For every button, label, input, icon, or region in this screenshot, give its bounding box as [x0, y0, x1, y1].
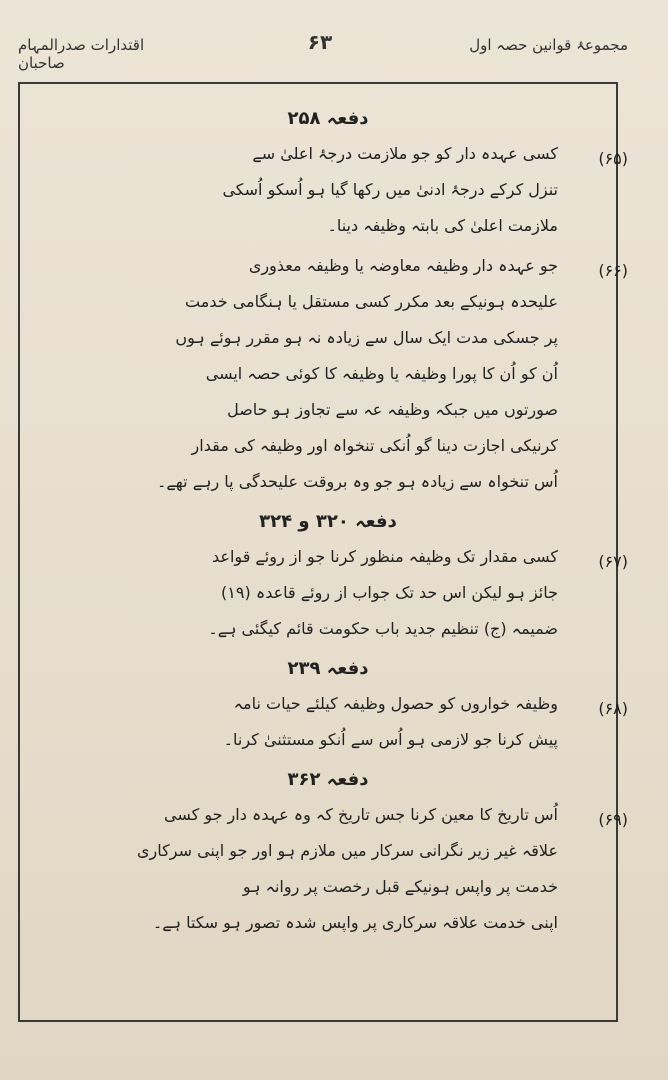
clause-line: خدمت پر واپس ہونیکے قبل رخصت پر روانہ ہو — [242, 877, 558, 896]
clause-line: صورتوں میں جبکہ وظیفہ عہ سے تجاوز ہو حاصل — [227, 400, 558, 419]
clause — [28, 804, 628, 934]
clause — [28, 143, 628, 237]
clause-line: ملازمت اعلیٰ کی بابتہ وظیفہ دینا۔ — [327, 216, 558, 235]
clause-line: کسی مقدار تک وظیفہ منظور کرنا جو از روئے قواعد — [212, 547, 558, 566]
clause — [28, 693, 628, 751]
clause-line: اُن کو اُن کا پورا وظیفہ یا وظیفہ کا کوئی حصہ ایسی — [205, 364, 558, 383]
section-heading: دفعہ ۳۲۰ و ۳۲۴ — [259, 511, 397, 532]
section-heading: دفعہ ۲۳۹ — [287, 658, 369, 679]
clause-number: (۶۷) — [598, 552, 628, 571]
clause — [28, 255, 628, 493]
clause-line: جائز ہو لیکن اس حد تک جواب از روئے قاعدہ (۱۹) — [221, 583, 558, 602]
clause-line: ضمیمہ (ج) تنظیم جدید باب حکومت قائم کیگئی ہے۔ — [208, 619, 558, 638]
clause-line: علیحدہ ہونیکے بعد مکرر کسی مستقل یا ہنگامی خدمت — [185, 292, 558, 311]
clause-line: کسی عہدہ دار کو جو ملازمت درجۂ اعلیٰ سے — [252, 144, 558, 163]
clause-line: کرنیکی اجازت دینا گو اُنکی تنخواہ اور وظیفہ کی مقدار — [191, 436, 558, 455]
clause-number: (۶۸) — [598, 699, 628, 718]
section-heading: دفعہ ۲۵۸ — [287, 108, 369, 129]
clause-line: اپنی خدمت علاقہ سرکاری پر واپس شدہ تصور ہو سکتا ہے۔ — [152, 913, 558, 932]
document-body — [28, 100, 628, 952]
page-number: ۶۳ — [307, 30, 333, 54]
running-header-right: مجموعۂ قوانین حصہ اول — [469, 36, 628, 54]
clause-line: پر جسکی مدت ایک سال سے زیادہ نہ ہو مقرر ہوئے ہوں — [175, 328, 558, 347]
clause-line: تنزل کرکے درجۂ ادنیٰ میں رکھا گیا ہو اُسکو اُسکی — [222, 180, 558, 199]
clause-number: (۶۶) — [598, 261, 628, 280]
clause-line: جو عہدہ دار وظیفہ معاوضہ یا وظیفہ معذوری — [248, 256, 558, 275]
clause-line: اُس تنخواہ سے زیادہ ہو جو وہ بروقت علیحدگی پا رہے تھے۔ — [157, 472, 558, 491]
clause — [28, 546, 628, 640]
clause-line: علاقہ غیر زیر نگرانی سرکار میں ملازم ہو اور جو اپنی سرکاری — [137, 841, 558, 860]
section-heading: دفعہ ۳۶۲ — [287, 769, 369, 790]
clause-number: (۶۵) — [598, 149, 628, 168]
clause-line: وظیفہ خواروں کو حصول وظیفہ کیلئے حیات نامہ — [233, 694, 558, 713]
clause-line: پیش کرنا جو لازمی ہو اُس سے اُنکو مستثنیٰ کرنا۔ — [223, 730, 558, 749]
running-header-left: اقتدارات صدرالمہام صاحبان — [18, 36, 145, 72]
clause-line: اُس تاریخ کا معین کرنا جس تاریخ کہ وہ عہدہ دار جو کسی — [164, 805, 558, 824]
clause-number: (۶۹) — [598, 810, 628, 829]
